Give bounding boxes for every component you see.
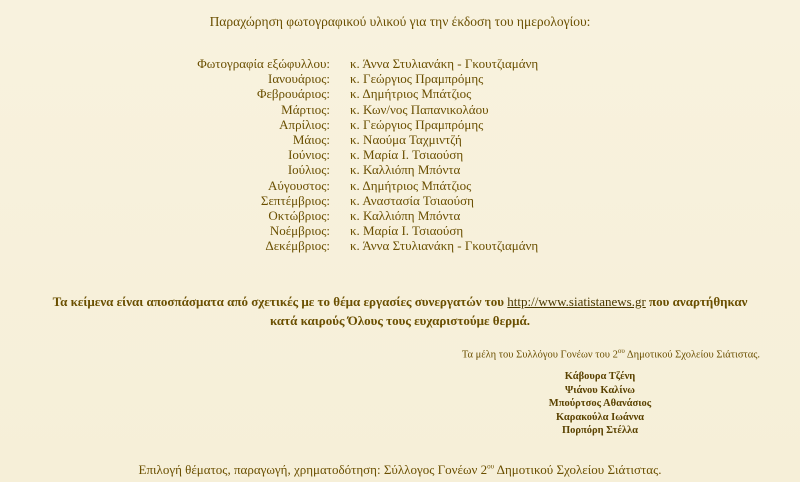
- footer-sup: ου: [487, 462, 495, 471]
- credit-month: Μάρτιος:: [281, 101, 330, 117]
- credit-name: κ. Ναούμα Ταχμιντζή: [350, 131, 462, 147]
- credit-month: Φεβρουάριος:: [256, 86, 330, 102]
- credit-month: Αύγουστος:: [268, 177, 330, 193]
- credit-name: κ. Άννα Στυλιανάκη - Γκουτζιαμάνη: [350, 56, 539, 71]
- credit-row: [150, 147, 670, 162]
- credit-name: κ. Άννα Στυλιανάκη - Γκουτζιαμάνη: [350, 238, 539, 254]
- credit-row: [150, 208, 670, 223]
- credit-name: κ. Μαρία Ι. Τσιαούση: [350, 223, 464, 239]
- credit-row: [150, 178, 670, 193]
- credit-name: κ. Καλλιόπη Μπόντα: [350, 162, 461, 178]
- credit-name: κ. Κων/νος Παπανικολάου: [350, 101, 489, 117]
- credit-month: Δεκέμβριος:: [265, 238, 330, 254]
- credit-row: [150, 132, 670, 147]
- note-text-before-link: Τα κείμενα είναι αποσπάσματα από σχετικές με το θέμα εργασίες συνεργατών του: [52, 294, 508, 309]
- signer-name: Πορπόρη Στέλλα: [561, 425, 639, 437]
- credit-row: [150, 86, 670, 101]
- credit-month: Ιούνιος:: [288, 147, 330, 163]
- credit-name: κ. Καλλιόπη Μπόντα: [350, 207, 461, 223]
- signer-name: Ψιάνου Καλίνω: [565, 384, 635, 396]
- members-line-before: Τα μέλη του Συλλόγου Γονέων του 2: [461, 349, 618, 361]
- credit-month: Ιανουάριος:: [267, 71, 330, 87]
- credit-row: [150, 223, 670, 238]
- credit-month: Σεπτέμβριος:: [260, 192, 330, 208]
- credit-row: [150, 71, 670, 86]
- credit-row: [150, 56, 670, 71]
- credit-name: κ. Δημήτριος Μπάτζιος: [350, 177, 472, 193]
- credit-row: [150, 193, 670, 208]
- credit-row: [150, 102, 670, 117]
- credit-month: Οκτώβριος:: [268, 207, 330, 223]
- acknowledgement-note: [20, 292, 780, 330]
- note-line-1: [20, 292, 780, 311]
- credit-row: [150, 162, 670, 177]
- credit-month: Φωτογραφία εξώφυλλου:: [197, 56, 330, 71]
- note-line-2: κατά καιρούς Όλους τους ευχαριστούμε θερμά.: [270, 313, 530, 328]
- photo-credits-list: [150, 56, 670, 253]
- credit-month: Νοέμβριος:: [269, 223, 330, 239]
- signers-list: [500, 370, 700, 438]
- credit-month: Απρίλιος:: [279, 116, 330, 132]
- members-line: [420, 347, 760, 361]
- signer-name: Κάβουρα Τζένη: [564, 371, 636, 382]
- credit-name: κ. Αναστασία Τσιαούση: [350, 192, 474, 208]
- credit-month: Ιούλιος:: [287, 162, 330, 178]
- credit-name: κ. Μαρία Ι. Τσιαούση: [350, 147, 464, 163]
- members-line-sup: ου: [617, 347, 625, 355]
- note-text-after-link: που αναρτήθηκαν: [645, 294, 748, 309]
- credit-name: κ. Γεώργιος Πραμπρόμης: [350, 116, 484, 132]
- footer-credit: [0, 462, 800, 478]
- signer-name: Καρακούλα Ιωάννα: [555, 411, 645, 423]
- footer-after: Δημοτικού Σχολείου Σιάτιστας.: [494, 462, 662, 477]
- credit-row: [150, 117, 670, 132]
- credit-name: κ. Γεώργιος Πραμπρόμης: [350, 71, 484, 87]
- credit-month: Μάιος:: [292, 131, 330, 147]
- signer-name: Μπούρτσος Αθανάσιος: [548, 398, 652, 410]
- page-heading: Παραχώρηση φωτογραφικού υλικού για την έκδοση του ημερολογίου:: [209, 14, 591, 29]
- siatistanews-link[interactable]: http://www.siatistanews.gr: [507, 294, 646, 309]
- members-line-after: Δημοτικού Σχολείου Σιάτιστας.: [624, 349, 760, 361]
- credit-row: [150, 238, 670, 253]
- footer-before: Επιλογή θέματος, παραγωγή, χρηματοδότηση: Σύλλογος Γονέων 2: [138, 462, 488, 477]
- credit-name: κ. Δημήτριος Μπάτζιος: [350, 86, 472, 102]
